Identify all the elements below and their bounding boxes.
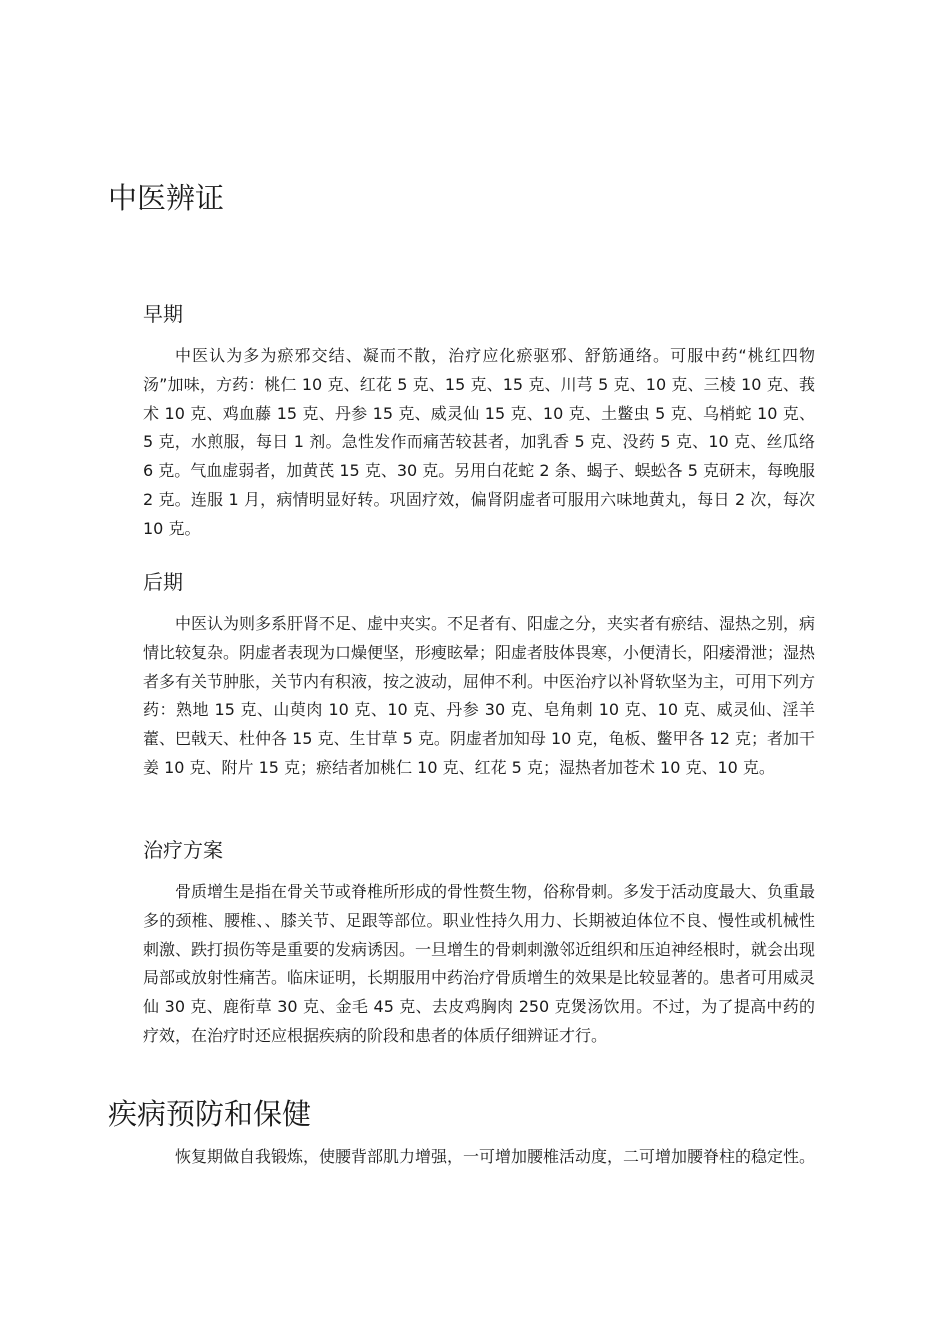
paragraph-early: 中医认为多为瘀邪交结、凝而不散，治疗应化瘀驱邪、舒筋通络。可服中药“桃红四物汤”加味，方药：桃仁 10 克、红花 5 克、15 克、15 克、川芎 5 克、10 克、三棱 10 克、莪术 10 克、鸡血藤 15 克、丹参 15 克、威灵仙 15 克、10 克、土鳖虫 5 克、乌梢蛇 10 克、5 克，水煎服，每日 1 剂。急性发作而痛苦较甚者，加乳香 5 克、没药 5 克、10 克、丝瓜络 6 克。气血虚弱者，加黄芪 15 克、30 克。另用白花蛇 2 条、蝎子、蜈蚣各 5 克研末，每晚服 2 克。连服 1 月，病情明显好转。巩固疗效，偏肾阴虚者可服用六味地黄丸，每日 2 次，每次 10 克。 [143, 346, 815, 538]
section-title-tcm: 中医辨证 [108, 181, 225, 215]
subsection-title-plan: 治疗方案 [143, 838, 223, 862]
subsection-title-early: 早期 [143, 302, 183, 326]
section-title-prevention: 疾病预防和保健 [108, 1097, 312, 1131]
paragraph-late: 中医认为则多系肝肾不足、虚中夹实。不足者有、阳虚之分，夹实者有瘀结、湿热之别，病情比较复杂。阴虚者表现为口燥便坚，形瘦眩晕；阳虚者肢体畏寒，小便清长，阳痿滑泄；湿热者多有关节肿胀，关节内有积液，按之波动，屈伸不利。中医治疗以补肾软坚为主，可用下列方药：熟地 15 克、山萸肉 10 克、10 克、丹参 30 克、皂角刺 10 克、10 克、威灵仙、淫羊藿、巴戟天、杜仲各 15 克、生甘草 5 克。阴虚者加知母 10 克，龟板、鳖甲各 12 克；者加干姜 10 克、附片 15 克；瘀结者加桃仁 10 克、红花 5 克；湿热者加苍术 10 克、10 克。 [143, 614, 816, 777]
subsection-title-late: 后期 [143, 570, 183, 594]
paragraph-plan: 骨质增生是指在骨关节或脊椎所形成的骨性赘生物，俗称骨刺。多发于活动度最大、负重最多的颈椎、腰椎、、膝关节、足跟等部位。职业性持久用力、长期被迫体位不良、慢性或机械性刺激、跌打损伤等是重要的发病诱因。一旦增生的骨刺刺激邻近组织和压迫神经根时，就会出现局部或放射性痛苦。临床证明，长期服用中药治疗骨质增生的效果是比较显著的。患者可用威灵仙 30 克、鹿衔草 30 克、金毛 45 克、去皮鸡胸肉 250 克煲汤饮用。不过，为了提高中药的疗效，在治疗时还应根据疾病的阶段和患者的体质仔细辨证才行。 [143, 882, 816, 1045]
paragraph-prevention: 恢复期做自我锻炼，使腰背部肌力增强，一可增加腰椎活动度，二可增加腰脊柱的稳定性。 [175, 1147, 816, 1166]
